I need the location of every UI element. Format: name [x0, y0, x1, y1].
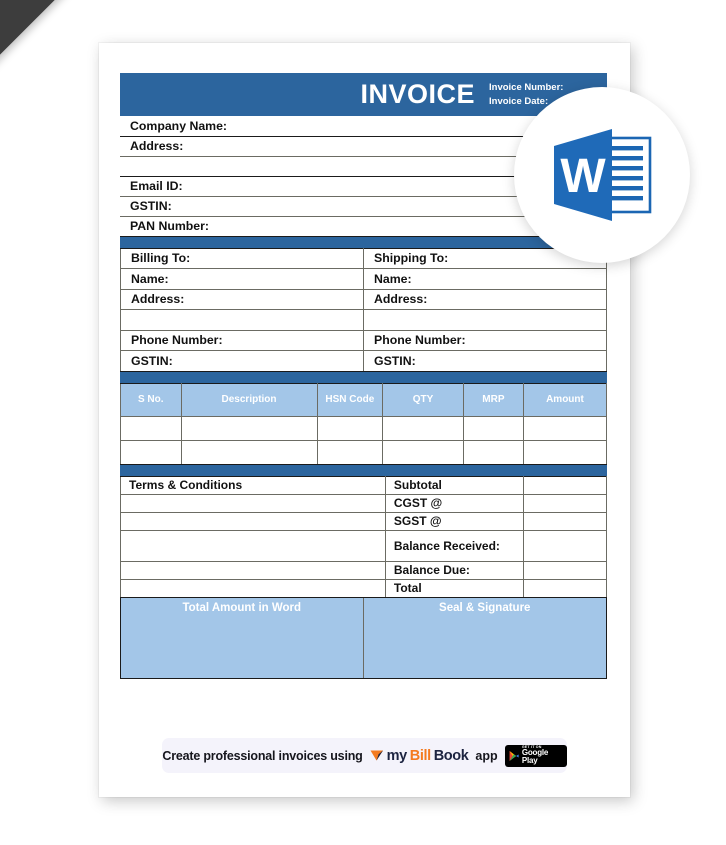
shipping-name-field[interactable]: Name:	[364, 269, 607, 290]
seal-and-signature-box[interactable]: Seal & Signature	[364, 598, 607, 678]
total-label-balance-received: Balance Received:	[385, 530, 524, 561]
section-divider-bar-2	[120, 372, 607, 383]
mybillbook-logo[interactable]	[370, 748, 469, 764]
table-row	[121, 494, 607, 512]
google-play-icon	[509, 750, 519, 762]
cell-qty[interactable]	[383, 440, 464, 464]
word-format-badge	[514, 87, 690, 263]
invoice-header-bar	[120, 73, 607, 116]
section-divider-bar-3	[120, 465, 607, 476]
total-label-sgst: SGST @	[385, 512, 524, 530]
total-value-balance-due[interactable]	[524, 561, 607, 579]
store-small-label: GET IT ON	[521, 744, 542, 749]
terms-and-conditions-label[interactable]: Terms & Conditions	[121, 476, 386, 494]
billing-gstin-field[interactable]: GSTIN:	[121, 351, 364, 372]
column-header-amount: Amount	[523, 383, 606, 416]
column-header-qty: QTY	[383, 383, 464, 416]
billing-phone-field[interactable]: Phone Number:	[121, 330, 364, 351]
total-value-sgst[interactable]	[524, 512, 607, 530]
total-label-total: Total	[385, 579, 524, 597]
table-row	[121, 416, 607, 440]
billing-to-label[interactable]: Billing To:	[121, 248, 364, 269]
terms-line-6[interactable]	[121, 579, 386, 597]
table-row	[121, 476, 607, 494]
table-row	[121, 579, 607, 597]
cell-mrp[interactable]	[463, 440, 523, 464]
terms-line-3[interactable]	[121, 512, 386, 530]
field-pan-number[interactable]: PAN Number:	[120, 216, 607, 236]
total-amount-in-word-box[interactable]: Total Amount in Word	[121, 598, 364, 678]
field-email-id[interactable]: Email ID:	[120, 176, 607, 196]
table-row	[121, 248, 607, 269]
brand-book: Book	[433, 747, 469, 764]
table-row	[121, 530, 607, 561]
cell-mrp[interactable]	[463, 416, 523, 440]
field-company-name[interactable]: Company Name:	[120, 116, 607, 136]
promo-text: Create professional invoices using	[162, 748, 363, 763]
terms-line-5[interactable]	[121, 561, 386, 579]
section-divider-bar-1	[120, 237, 607, 248]
total-label-cgst: CGST @	[385, 494, 524, 512]
brand-mark-icon	[370, 749, 384, 762]
table-row	[121, 440, 607, 464]
cell-amount[interactable]	[523, 440, 606, 464]
total-value-cgst[interactable]	[524, 494, 607, 512]
cell-sno[interactable]	[121, 416, 182, 440]
table-header-row	[121, 383, 607, 416]
store-name-label: Google Play	[521, 748, 549, 766]
brand-my: my	[386, 747, 407, 764]
total-label-balance-due: Balance Due:	[385, 561, 524, 579]
shipping-phone-field[interactable]: Phone Number:	[364, 330, 607, 351]
app-word: app	[475, 748, 498, 763]
table-row	[121, 512, 607, 530]
billing-name-field[interactable]: Name:	[121, 269, 364, 290]
shipping-address-line2[interactable]	[364, 310, 607, 331]
shipping-address-field[interactable]: Address:	[364, 289, 607, 310]
terms-line-4[interactable]	[121, 530, 386, 561]
word-doc-icon	[546, 123, 658, 227]
billing-address-field[interactable]: Address:	[121, 289, 364, 310]
terms-line-2[interactable]	[121, 494, 386, 512]
table-row	[121, 330, 607, 351]
column-header-hsn-code: HSN Code	[317, 383, 383, 416]
brand-bill: Bill	[409, 747, 431, 764]
column-header-sno: S No.	[121, 383, 182, 416]
cell-description[interactable]	[181, 416, 317, 440]
total-value-total[interactable]	[524, 579, 607, 597]
totals-table	[120, 476, 607, 598]
shipping-to-label[interactable]: Shipping To:	[364, 248, 607, 269]
cell-amount[interactable]	[523, 416, 606, 440]
billing-address-line2[interactable]	[121, 310, 364, 331]
field-gstin[interactable]: GSTIN:	[120, 196, 607, 216]
shipping-gstin-field[interactable]: GSTIN:	[364, 351, 607, 372]
svg-text:W: W	[560, 150, 606, 203]
invoice-date-label: Invoice Date:	[489, 95, 549, 107]
total-value-balance-received[interactable]	[524, 530, 607, 561]
cell-hsn-code[interactable]	[317, 416, 383, 440]
total-label-subtotal: Subtotal	[385, 476, 524, 494]
line-items-table	[120, 383, 607, 465]
cell-description[interactable]	[181, 440, 317, 464]
table-row	[121, 351, 607, 372]
table-row	[121, 310, 607, 331]
google-play-badge[interactable]	[505, 745, 567, 767]
table-row	[121, 561, 607, 579]
column-header-mrp: MRP	[463, 383, 523, 416]
table-row	[121, 269, 607, 290]
cell-hsn-code[interactable]	[317, 440, 383, 464]
table-row	[121, 289, 607, 310]
party-table	[120, 248, 607, 372]
promo-banner	[162, 738, 567, 773]
cell-sno[interactable]	[121, 440, 182, 464]
page-title: INVOICE	[360, 79, 475, 109]
bottom-boxes	[120, 598, 607, 679]
total-value-subtotal[interactable]	[524, 476, 607, 494]
field-address[interactable]: Address:	[120, 136, 607, 156]
invoice-number-label: Invoice Number:	[489, 81, 564, 93]
column-header-description: Description	[181, 383, 317, 416]
cell-qty[interactable]	[383, 416, 464, 440]
